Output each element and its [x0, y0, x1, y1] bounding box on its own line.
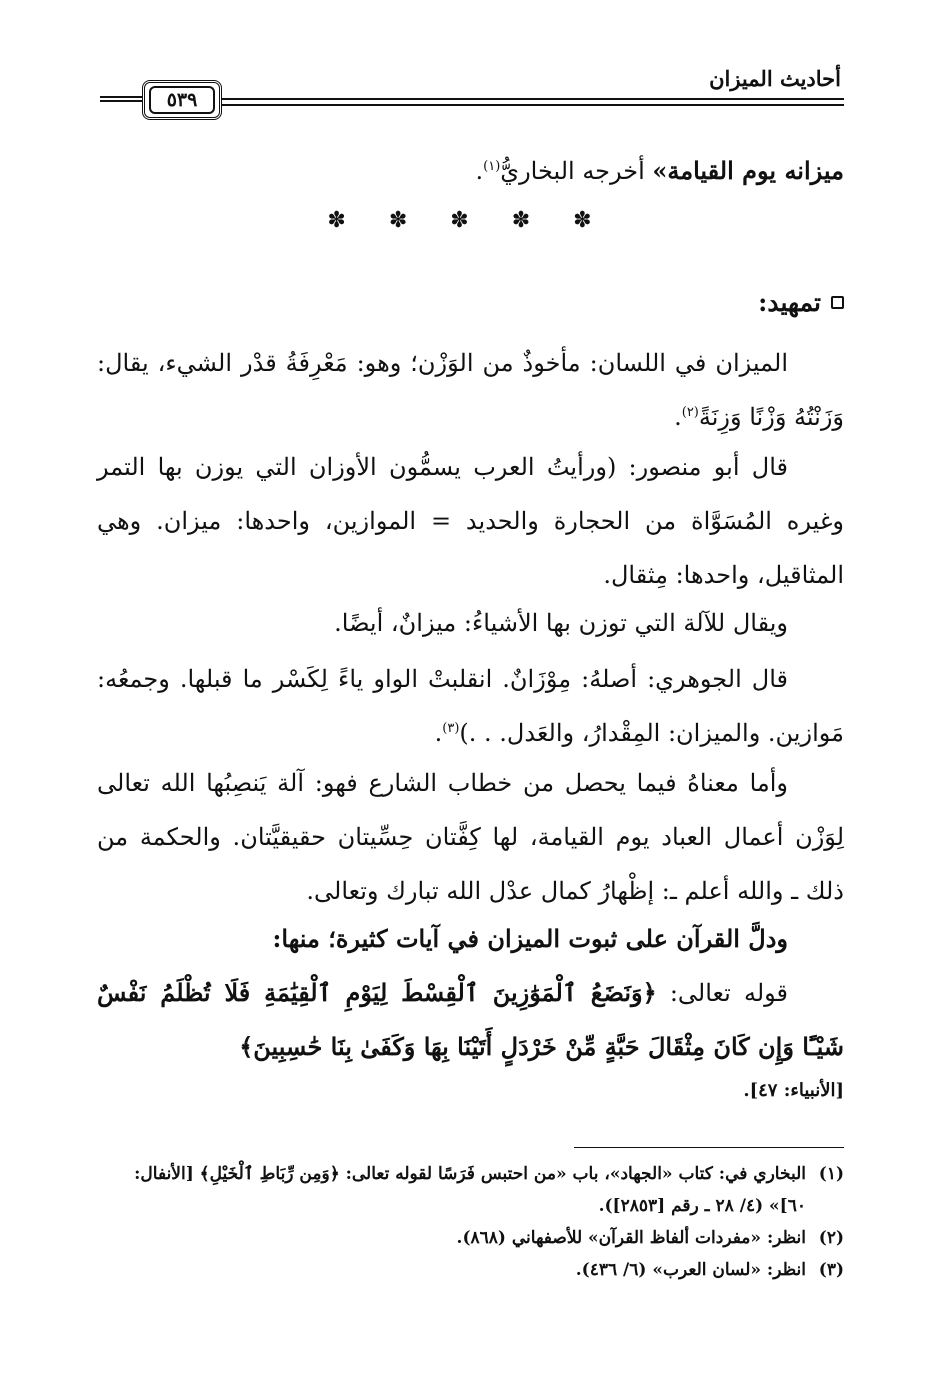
verse-citation: [الأنبياء: ٤٧]. — [743, 1080, 844, 1101]
section-heading — [758, 288, 844, 317]
page-number-frame — [142, 80, 222, 120]
paragraph-text: الميزان في اللسان: مأخوذٌ من الوَزْن؛ وهو: مَعْرِفَةُ قدْر الشيء، يقال: وَزَنْتُهُ وَزْنًا وَزِنَةً — [97, 349, 844, 431]
footnote-ref-3[interactable]: (٣) — [442, 721, 460, 736]
footnote-ref-2[interactable]: (٢) — [681, 405, 699, 420]
section-heading-text: تمهيد: — [758, 288, 821, 317]
footnote-text: البخاري في: كتاب «الجهاد»، باب «من احتبس فَرَسًا لقوله تعالى: ﴿وَمِن رِّبَاطِ ٱلْخَيْلِ﴾ [الأنفال: ٦٠]» (٤/ ٢٨ ـ رقم [٢٨٥٣]). — [134, 1164, 806, 1216]
square-bullet-icon — [831, 296, 844, 309]
opening-end: . — [475, 157, 484, 185]
header-rule-right — [222, 98, 844, 106]
opening-rest: أخرجه البخاريُّ — [500, 157, 653, 185]
paragraph — [97, 756, 844, 918]
quran-quote — [97, 966, 844, 1074]
paragraph-abu-mansur — [97, 440, 844, 602]
opening-bold-phrase: ميزانه يوم القيامة» — [652, 156, 844, 185]
quran-quote-lead: قوله تعالى: — [656, 979, 789, 1007]
page-number: ٥٣٩ — [149, 86, 215, 114]
header-rule-left — [100, 96, 142, 102]
paragraph-text: قال أبو منصور: (ورأيتُ العرب يسمُّون الأوزان التي يوزن بها التمر وغيره المُسَوَّاة من الحجارة والحديد = الموازين، واحدها: ميزان. وهي المثاقيل، واحدها: مِثقال. — [97, 453, 844, 589]
paragraph-jawhari — [97, 652, 844, 760]
running-title: أحاديث الميزان — [709, 66, 841, 91]
footnote-number: (١) — [818, 1164, 844, 1184]
footnote-2 — [97, 1222, 844, 1254]
paragraph-text: وأما معناهُ فيما يحصل من خطاب الشارع فهو: آلة يَنصِبُها الله تعالى لِوَزْن أعمال العباد يوم القيامة، لها كِفَّتان حِسِّيتان حقيقيَّتان. والحكمة من ذلك ـ والله أعلم ـ: إظْهارُ كمال عدْل الله تبارك وتعالى. — [97, 769, 845, 905]
quran-verse: ﴿وَنَضَعُ ٱلْمَوَٰزِينَ ٱلْقِسْطَ لِيَوْمِ ٱلْقِيَٰمَةِ فَلَا تُظْلَمُ نَفْسٌ شَيْـًٔا وَإِن كَانَ مِثْقَالَ حَبَّةٍ مِّنْ خَرْدَلٍ أَتَيْنَا بِهَا وَكَفَىٰ بِنَا حَٰسِبِينَ﴾ — [97, 978, 844, 1061]
footnote-3 — [97, 1254, 844, 1286]
quran-intro — [97, 912, 844, 966]
paragraph-definition — [97, 336, 844, 444]
quran-quote-line — [97, 966, 844, 1074]
quran-intro-text: ودلَّ القرآن على ثبوت الميزان في آيات كثيرة؛ منها: — [272, 924, 788, 953]
opening-line — [97, 144, 844, 198]
paragraph — [97, 440, 844, 602]
paragraph-text: قال الجوهري: أصلهُ: مِوْزَانٌ. انقلبتْ الواو ياءً لِكَسْر ما قبلها. وجمعُه: مَوازين. والميزان: المِقْدارُ، والعَدل. . .) — [97, 665, 844, 747]
paragraph-end: . — [674, 403, 682, 431]
footnote-text: انظر: «مفردات ألفاظ القرآن» للأصفهاني (٨٦٨). — [456, 1228, 806, 1248]
paragraph — [97, 596, 844, 650]
section-separator-stars: ✽ ✽ ✽ ✽ ✽ — [327, 208, 610, 233]
footnote-number: (٣) — [818, 1260, 844, 1280]
footnote-1 — [97, 1158, 844, 1222]
footnote-number: (٢) — [818, 1228, 844, 1248]
paragraph — [97, 652, 844, 760]
footnote-text: انظر: «لسان العرب» (٦/ ٤٣٦). — [575, 1260, 806, 1280]
footnote-divider — [574, 1147, 844, 1148]
paragraph — [97, 336, 844, 444]
paragraph-end: . — [434, 719, 443, 747]
paragraph-text: ويقال للآلة التي توزن بها الأشياءُ: ميزانٌ، أيضًا. — [334, 609, 788, 637]
paragraph-instrument — [97, 596, 844, 650]
paragraph-sharia-meaning — [97, 756, 844, 918]
footnote-ref-1[interactable]: (١) — [483, 159, 501, 174]
footnotes — [97, 1158, 844, 1286]
